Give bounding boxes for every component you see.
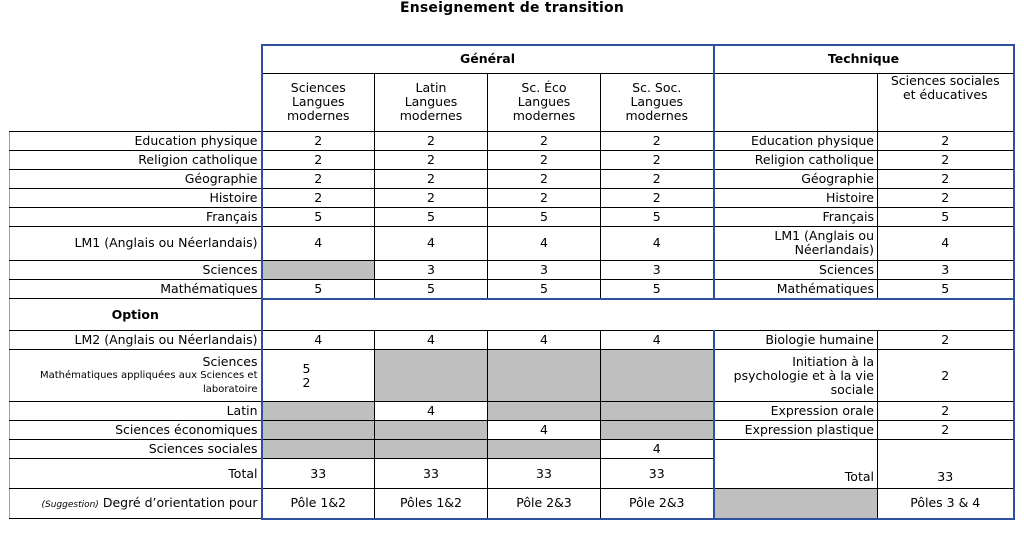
- page-title: Enseignement de transition: [399, 0, 625, 16]
- course-table: [9, 44, 1015, 520]
- orientation-row: (Suggestion) Degré d’orientation pour Pôle 1&2 Pôles 1&2 Pôle 2&3 Pôle 2&3 Pôles 3 & 4: [10, 489, 1014, 519]
- col-header-sceco: Sc. Éco Langues modernes: [488, 73, 601, 131]
- general-header: Général: [262, 45, 714, 73]
- total-row: Total 33 33 33 33: [10, 459, 1014, 489]
- table-row: Latin 4 Expression orale 2: [10, 402, 1014, 421]
- table-row: Mathématiques 5 5 5 5 Mathématiques 5: [10, 279, 1014, 299]
- table-row: LM1 (Anglais ou Néerlandais) 4 4 4 4 LM1 (Anglais ou Néerlandais) 4: [10, 226, 1014, 260]
- table-row: Sciences sociales 4 Total 33: [10, 440, 1014, 459]
- option-row: [10, 299, 1014, 331]
- table-row: Religion catholique 2 2 2 2 Religion catholique 2: [10, 150, 1014, 169]
- col-header-tech: Sciences sociales et éducatives: [878, 73, 1014, 131]
- col-header-latin: Latin Langues modernes: [375, 73, 488, 131]
- table-row: Géographie 2 2 2 2 Géographie 2: [10, 169, 1014, 188]
- table-row: Sciences économiques 4 Expression plastique 2: [10, 421, 1014, 440]
- col-header-scsoc: Sc. Soc. Langues modernes: [601, 73, 714, 131]
- table-row: LM2 (Anglais ou Néerlandais) 4 4 4 4 Biologie humaine 2: [10, 331, 1014, 350]
- table-row: Sciences 3 3 3 Sciences 3: [10, 260, 1014, 279]
- col-header-sciences: Sciences Langues modernes: [262, 73, 375, 131]
- technique-header: Technique: [714, 45, 1014, 73]
- option-label: Option: [10, 299, 262, 331]
- table-row: Histoire 2 2 2 2 Histoire 2: [10, 188, 1014, 207]
- table-row: Français 5 5 5 5 Français 5: [10, 207, 1014, 226]
- table-row: Sciences Mathématiques appliquées aux Sciences et laboratoire 5 2 Initiation à la psychologie et à la vie sociale 2: [10, 350, 1014, 402]
- table-row: Education physique 2 2 2 2 Education physique 2: [10, 131, 1014, 150]
